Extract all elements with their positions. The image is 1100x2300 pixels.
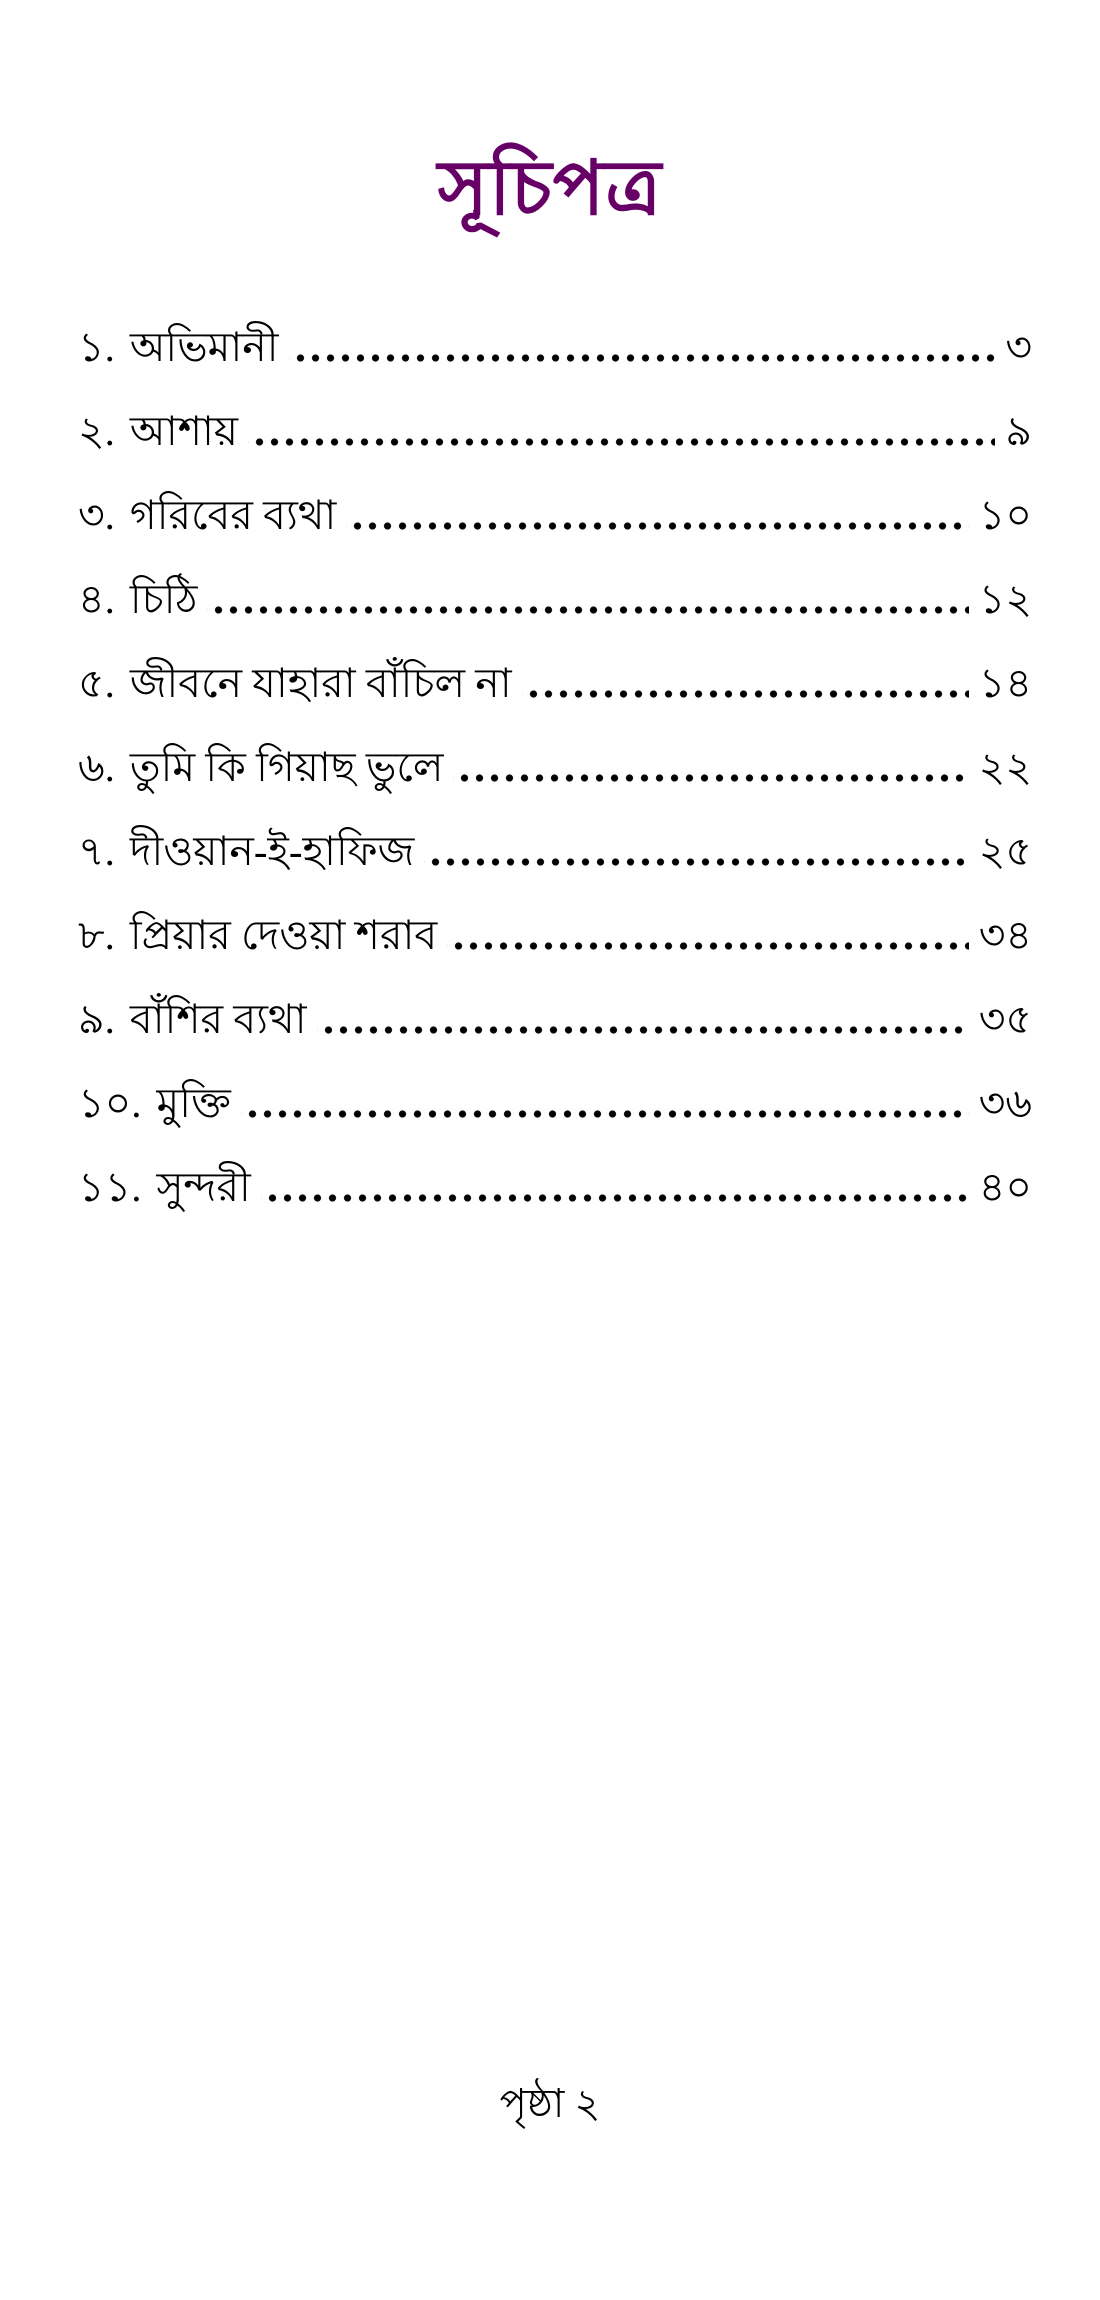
toc-entry-page-number: ৩৬ bbox=[978, 1080, 1032, 1127]
toc-entry-number: ৫. bbox=[78, 660, 115, 707]
toc-entry-page-number: ৩৪ bbox=[978, 912, 1032, 959]
dotted-leader bbox=[447, 940, 969, 952]
toc-entry-number: ১১. bbox=[78, 1164, 142, 1211]
toc-entry-page-number: ৪০ bbox=[978, 1164, 1032, 1211]
toc-entry-number: ১০. bbox=[78, 1080, 142, 1127]
toc-entry bbox=[78, 657, 1032, 709]
toc-entry-page-number: ১৪ bbox=[978, 660, 1032, 707]
dotted-leader bbox=[261, 1192, 969, 1204]
toc-entry-title: গরিবের ব্যথা bbox=[129, 492, 337, 539]
toc-entry-number: ১. bbox=[78, 324, 115, 371]
toc-entry-title: অভিমানী bbox=[129, 324, 279, 371]
toc-entry-page-number: ৩৫ bbox=[978, 996, 1032, 1043]
toc-entry-title: তুমি কি গিয়াছ ভুলে bbox=[129, 744, 444, 791]
dotted-leader bbox=[453, 772, 968, 784]
toc-entry bbox=[78, 1161, 1032, 1213]
dotted-leader bbox=[248, 436, 995, 448]
toc-entry-title: চিঠি bbox=[129, 576, 198, 623]
toc-entry-title: মুক্তি bbox=[156, 1080, 231, 1127]
dotted-leader bbox=[289, 352, 996, 364]
dotted-leader bbox=[241, 1108, 969, 1120]
toc-entry-title: দীওয়ান-ই-হাফিজ bbox=[129, 828, 415, 875]
dotted-leader bbox=[317, 1024, 969, 1036]
page-title: সূচিপত্র bbox=[437, 147, 663, 231]
toc-entry-title: প্রিয়ার দেওয়া শরাব bbox=[129, 912, 438, 959]
toc-entry bbox=[78, 321, 1032, 373]
page-footer: পৃষ্ঠা ২ bbox=[499, 2081, 601, 2126]
toc-entry bbox=[78, 1077, 1032, 1129]
toc-entry-number: ৯. bbox=[78, 996, 115, 1043]
toc-entry bbox=[78, 993, 1032, 1045]
toc-entry bbox=[78, 741, 1032, 793]
toc-entry-page-number: ১২ bbox=[978, 576, 1032, 623]
toc-entry-number: ৩. bbox=[78, 492, 115, 539]
toc-entry-number: ৪. bbox=[78, 576, 115, 623]
toc-entry-number: ৮. bbox=[78, 912, 115, 959]
toc-entry bbox=[78, 573, 1032, 625]
toc-entry-number: ৭. bbox=[78, 828, 115, 875]
toc-entry bbox=[78, 825, 1032, 877]
toc-entry-page-number: ৩ bbox=[1005, 324, 1032, 371]
toc-entry bbox=[78, 405, 1032, 457]
table-of-contents bbox=[78, 321, 1032, 1213]
toc-entry-title: জীবনে যাহারা বাঁচিল না bbox=[129, 660, 512, 707]
toc-entry-title: আশায় bbox=[129, 408, 239, 455]
toc-entry-title: বাঁশির ব্যথা bbox=[129, 996, 307, 1043]
toc-entry-page-number: ১০ bbox=[978, 492, 1032, 539]
toc-entry bbox=[78, 489, 1032, 541]
toc-entry-page-number: ২৫ bbox=[978, 828, 1032, 875]
dotted-leader bbox=[207, 604, 968, 616]
dotted-leader bbox=[424, 856, 968, 868]
toc-entry-page-number: ২২ bbox=[978, 744, 1032, 791]
toc-entry-number: ২. bbox=[78, 408, 115, 455]
toc-entry-number: ৬. bbox=[78, 744, 115, 791]
toc-entry bbox=[78, 909, 1032, 961]
dotted-leader bbox=[346, 520, 968, 532]
toc-entry-page-number: ৯ bbox=[1005, 408, 1032, 455]
toc-entry-title: সুন্দরী bbox=[156, 1164, 251, 1211]
dotted-leader bbox=[522, 688, 969, 700]
